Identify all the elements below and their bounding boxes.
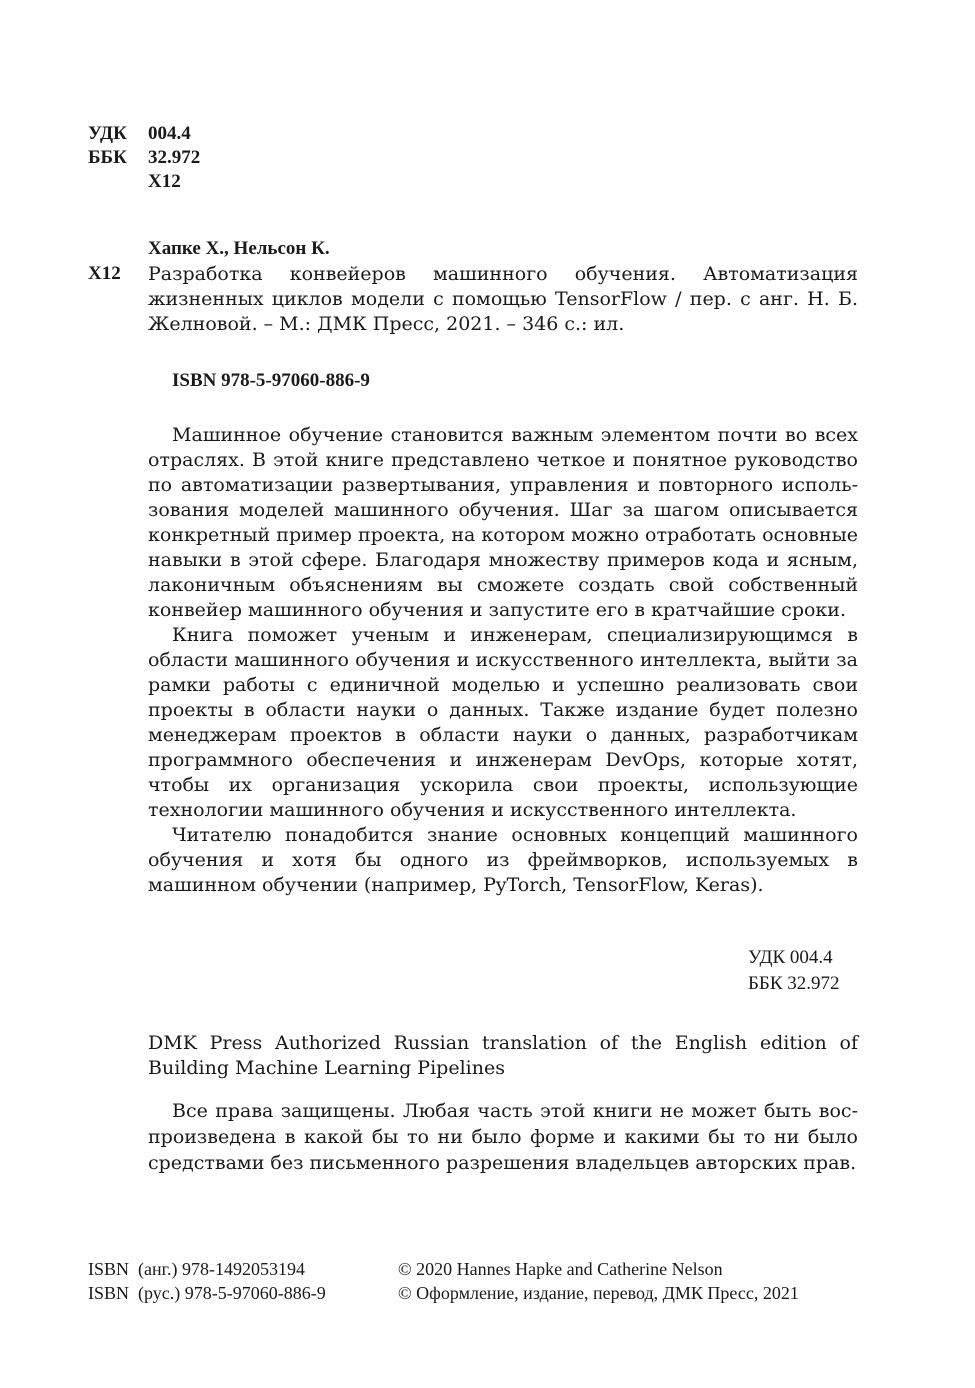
isbn-label: ISBN xyxy=(88,1259,130,1279)
authors: Хапке Х., Нельсон К. xyxy=(148,238,330,259)
abstract-paragraph: Машинное обучение становится важным элементом почти во всех отраслях. В этой книге представлено четкое и понятное руководство по автоматизации развертывания, управления и повторного использования моделей машинного обучения. Шаг за шагом описывается конкретный пример проекта, на котором можно отработать основные навыки в этой сфере. Благодаря множеству примеров кода и ясным, лаконичным объяснениям вы сможете создать свой собственный конвейер машинного обучения и запустите его в кратчайшие сроки. xyxy=(148,424,858,621)
isbn-number: 978-5-97060-886-9 xyxy=(184,1283,326,1303)
rights-notice: Все права защищены. Любая часть этой книги не может быть вос-произведена в какой бы то ни было форме и какими бы то ни было средствами без письменного разрешения владельцев авторских прав. xyxy=(148,1100,858,1174)
isbn-main: ISBN 978-5-97060-886-9 xyxy=(172,370,370,391)
isbn-lang: (анг.) xyxy=(138,1259,178,1279)
udk-row xyxy=(88,122,200,146)
bbk-right: ББК 32.972 xyxy=(748,973,840,994)
author-sign-row xyxy=(88,170,200,194)
copyright-list xyxy=(398,1257,799,1305)
isbn-row xyxy=(88,1257,326,1281)
bibliographic-reference: Разработка конвейеров машинного обучения. Автоматизация жизненных циклов модели с помощью TensorFlow / пер. с анг. Н. Б. Желновой. – М.: ДМК Пресс, 2021. – 346 с.: ил. xyxy=(148,263,858,335)
abstract-paragraph: Читателю понадобится знание основных концепций машинного обучения и хотя бы одного из фреймворков, используемых в машинном обучении (например, PyTorch, TensorFlow, Keras). xyxy=(148,824,858,896)
english-note: DMK Press Authorized Russian translation of the English edition of Building Machine Learning Pipelines xyxy=(148,1032,858,1079)
classification-codes xyxy=(88,122,200,194)
isbn-number: 978-1492053194 xyxy=(181,1259,305,1279)
udk-right: УДК 004.4 xyxy=(748,947,833,968)
copyright-line: © 2020 Hannes Hapke and Catherine Nelson xyxy=(398,1259,723,1279)
isbn-row xyxy=(88,1281,326,1305)
isbn-list xyxy=(88,1257,326,1305)
abstract-paragraph: Книга поможет ученым и инженерам, специализирующимся в области машинного обучения и искусственного интеллекта, выйти за рамки работы с единичной моделью и успешно реализовать свои проекты в области науки о данных. Также издание будет полезно менеджерам проектов в области науки о данных, разработчикам программного обеспечения и инженерам DevOps, которые хотят, чтобы их организация ускорила свои проекты, использующие технологии машинного обучения и искусственного интеллекта. xyxy=(148,624,858,821)
copyright-line: © Оформление, издание, перевод, ДМК Пресс, 2021 xyxy=(398,1283,799,1303)
bbk-label: ББК xyxy=(88,147,127,168)
author-sign: Х12 xyxy=(148,171,181,192)
udk-value: 004.4 xyxy=(148,123,191,144)
bbk-row xyxy=(88,146,200,170)
right-codes xyxy=(748,945,840,997)
isbn-label: ISBN xyxy=(88,1283,130,1303)
catalog-sign: Х12 xyxy=(88,263,121,284)
isbn-lang: (рус.) xyxy=(138,1283,181,1303)
abstract xyxy=(148,423,858,898)
bbk-value: 32.972 xyxy=(148,147,201,168)
udk-label: УДК xyxy=(88,123,127,144)
